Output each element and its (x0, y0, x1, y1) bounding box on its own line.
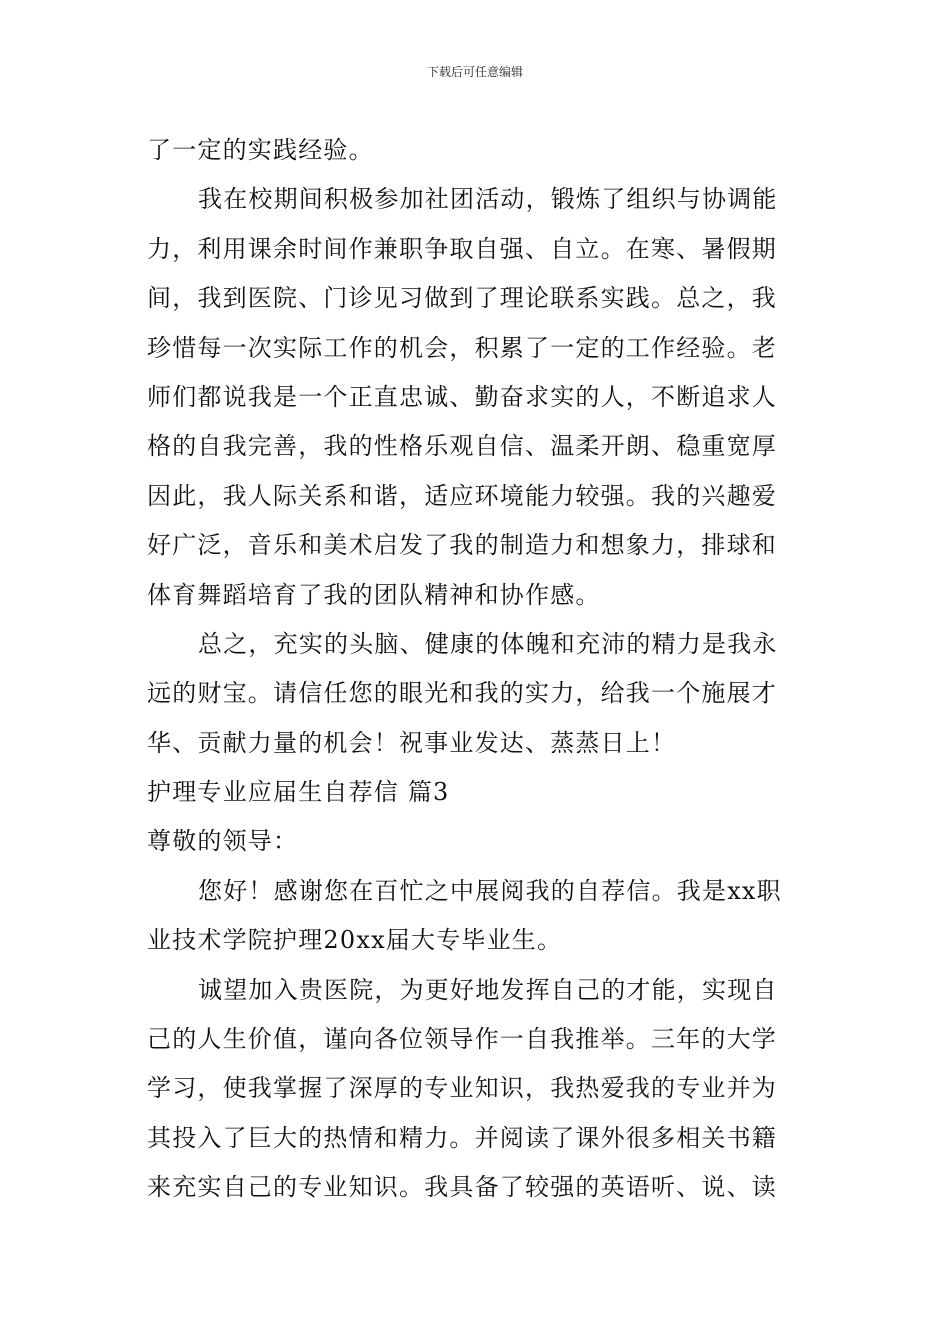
text-line: 业技术学院护理20xx届大专毕业生。 (147, 926, 563, 955)
text-line: 因此，我人际关系和谐，适应环境能力较强。我的兴趣爱 (147, 481, 777, 510)
paragraph-start-line: 我在校期间积极参加社团活动，锻炼了组织与协调能 (198, 185, 778, 214)
section-heading: 护理专业应届生自荐信 篇3 (147, 778, 450, 807)
text-line: 珍惜每一次实际工作的机会，积累了一定的工作经验。老 (147, 333, 777, 362)
paragraph-start-line: 总之，充实的头脑、健康的体魄和充沛的精力是我永 (198, 629, 778, 658)
text-line: 力，利用课余时间作兼职争取自强、自立。在寒、暑假期 (147, 234, 777, 263)
salutation: 尊敬的领导： (147, 827, 299, 856)
text-line: 间，我到医院、门诊见习做到了理论联系实践。总之，我 (147, 284, 777, 313)
paragraph-start-line: 您好！感谢您在百忙之中展阅我的自荐信。我是xx职 (198, 876, 782, 905)
text-line: 师们都说我是一个正直忠诚、勤奋求实的人，不断追求人 (147, 382, 777, 411)
text-line: 华、贡献力量的机会！祝事业发达、蒸蒸日上！ (147, 728, 677, 757)
text-line: 学习，使我掌握了深厚的专业知识，我热爱我的专业并为 (147, 1074, 777, 1103)
page-header: 下载后可任意编辑 (426, 65, 523, 79)
text-line: 好广泛，音乐和美术启发了我的制造力和想象力，排球和 (147, 531, 777, 560)
text-line: 来充实自己的专业知识。我具备了较强的英语听、说、读 (147, 1173, 777, 1202)
text-line: 了一定的实践经验。 (147, 136, 374, 164)
text-line: 其投入了巨大的热情和精力。并阅读了课外很多相关书籍 (147, 1123, 777, 1152)
text-line: 远的财宝。请信任您的眼光和我的实力，给我一个施展才 (147, 679, 777, 708)
paragraph-start-line: 诚望加入贵医院，为更好地发挥自己的才能，实现自 (198, 975, 778, 1004)
text-line: 格的自我完善，我的性格乐观自信、温柔开朗、稳重宽厚 (147, 432, 777, 461)
text-line: 己的人生价值，谨向各位领导作一自我推举。三年的大学 (147, 1025, 777, 1054)
document-body (147, 126, 809, 1213)
text-line: 体育舞蹈培育了我的团队精神和协作感。 (147, 580, 601, 609)
